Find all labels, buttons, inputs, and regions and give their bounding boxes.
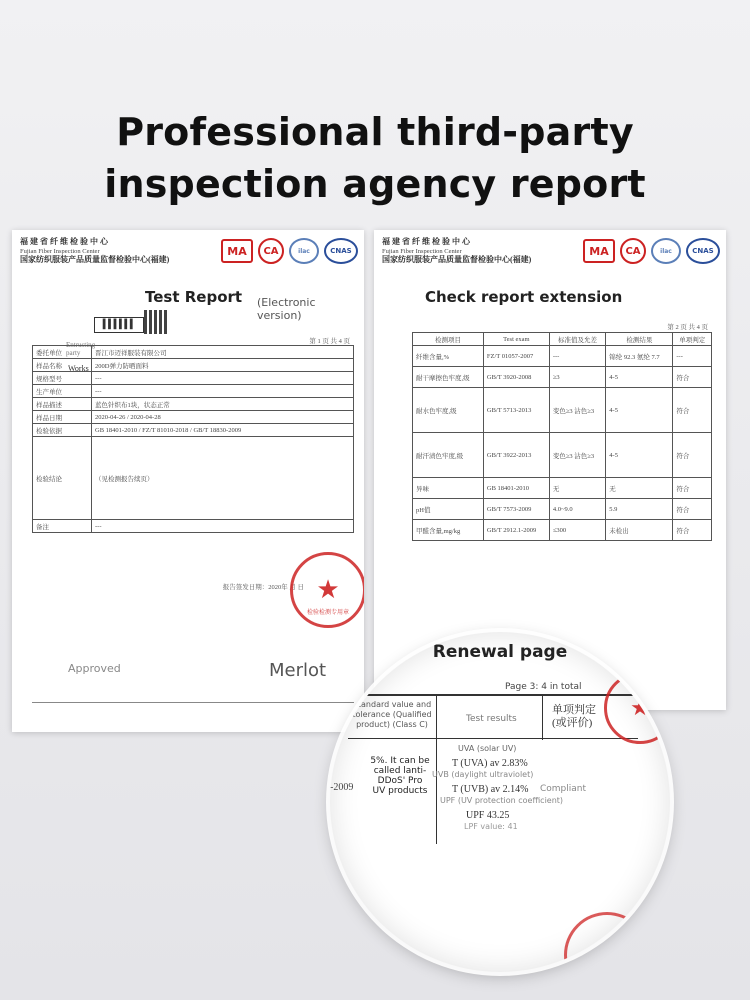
table-cell: 耐水色牢度,级 [413, 388, 484, 433]
field-value: --- [92, 372, 354, 385]
table-row [33, 398, 354, 411]
table-row [413, 346, 712, 367]
cma-logo-icon: MA [583, 239, 615, 263]
column-header: 标准值及允差 [549, 333, 605, 346]
column-header: 单项判定 [673, 333, 712, 346]
table-cell: 符合 [673, 433, 712, 478]
test-report-title: Test Report [145, 288, 243, 306]
table-row [413, 388, 712, 433]
table-row [413, 520, 712, 541]
table-cell: 无 [549, 478, 605, 499]
column-header: 检测结果 [606, 333, 673, 346]
org-name-cn: 福 建 省 纤 维 检 验 中 心 [382, 237, 470, 246]
cnas-logo-icon: CNAS [324, 238, 358, 264]
uv-claim-text: 5%. It can be called lanti-DDoS' Pro UV products [370, 756, 430, 796]
entrusting-party-label: Entrusting party [66, 341, 96, 357]
uva-value: T (UVA) av 2.83% [452, 758, 528, 769]
headline [0, 106, 750, 210]
headline-line-1: Professional third-party [116, 110, 634, 154]
table-cell: --- [673, 346, 712, 367]
table-cell: 甲醛含量,mg/kg [413, 520, 484, 541]
field-value: --- [92, 520, 354, 533]
works-label: Works [68, 364, 89, 373]
ilac-mra-logo-icon: ilac [651, 238, 681, 264]
electronic-version-label: (Electronic version) [257, 296, 316, 322]
uvb-label: UVB (daylight ultraviolet) [432, 770, 534, 779]
table-cell: 符合 [673, 499, 712, 520]
table-cell: GB/T 5713-2013 [483, 388, 549, 433]
org-name-cn-2: 国家纺织服装产品质量监督检验中心(福建) [382, 255, 532, 264]
field-label: 样品日期 [33, 411, 92, 424]
table-cell: GB/T 7573-2009 [483, 499, 549, 520]
field-value: 蓝色针织布1块，状态正常 [92, 398, 354, 411]
field-label: 备注 [33, 520, 92, 533]
table-row [413, 367, 712, 388]
table-cell: 5.9 [606, 499, 673, 520]
org-name-cn-2: 国家纺织服装产品质量监督检验中心(福建) [20, 255, 170, 264]
ilac-mra-logo-icon: ilac [289, 238, 319, 264]
table-row [33, 346, 354, 359]
extension-table [412, 332, 712, 541]
cert-logos [583, 238, 720, 264]
cma-logo-icon: MA [221, 239, 253, 263]
check-report-extension-title: Check report extension [425, 288, 623, 306]
signature-merlot: Merlot [269, 660, 327, 681]
table-row [33, 385, 354, 398]
table-cell: 符合 [673, 478, 712, 499]
field-value: GB 18401-2010 / FZ/T 81010-2018 / GB/T 18830-2009 [92, 424, 354, 437]
qr-code-icon [144, 310, 168, 334]
test-report-sheet [12, 230, 364, 732]
lpf-value: LPF value: 41 [464, 822, 518, 831]
field-label: 样品名称 [33, 359, 92, 372]
uva-label: UVA (solar UV) [458, 744, 517, 753]
table-row [33, 411, 354, 424]
table-cell: GB/T 2912.1-2009 [483, 520, 549, 541]
table-cell: 纤维含量,% [413, 346, 484, 367]
table-cell: 4-5 [606, 433, 673, 478]
headline-line-2: inspection agency report [104, 162, 646, 206]
table-cell: 4-5 [606, 388, 673, 433]
page-number: 第 1 页 共 4 页 [309, 338, 350, 345]
ca-logo-icon: CA [620, 238, 646, 264]
table-cell: ≤300 [549, 520, 605, 541]
org-header [20, 238, 180, 266]
table-cell: 4-5 [606, 367, 673, 388]
table-cell: GB/T 3922-2013 [483, 433, 549, 478]
table-cell: 锦纶 92.3 氨纶 7.7 [606, 346, 673, 367]
table-cell: 异味 [413, 478, 484, 499]
org-name-cn: 福 建 省 纤 维 检 验 中 心 [20, 237, 108, 246]
table-row [33, 520, 354, 533]
field-label: 检验结论 [33, 437, 92, 520]
table-row [413, 499, 712, 520]
table-cell: 符合 [673, 367, 712, 388]
table-cell: FZ/T 01057-2007 [483, 346, 549, 367]
field-label: 生产单位 [33, 385, 92, 398]
table-cell: 耐干摩擦色牢度,级 [413, 367, 484, 388]
header-rule [348, 738, 638, 739]
field-value: --- [92, 385, 354, 398]
renewal-page-title: Renewal page [432, 642, 568, 662]
ca-logo-icon: CA [258, 238, 284, 264]
issue-date: 报告签发日期：2020年 月 日 [222, 584, 304, 591]
table-cell: GB/T 3920-2008 [483, 367, 549, 388]
field-label: 检验依据 [33, 424, 92, 437]
table-cell: 变色≥3 沾色≥3 [549, 433, 605, 478]
col-standard-header: Standard value and tolerance (Qualified product) (Class C) [352, 700, 432, 729]
field-value: （见检测报告续页） [92, 437, 354, 520]
table-row [33, 359, 354, 372]
col-results-header: Test results [466, 714, 517, 724]
field-label: 样品描述 [33, 398, 92, 411]
table-cell: 无 [606, 478, 673, 499]
upf-label: UPF (UV protection coefficient) [440, 796, 564, 805]
table-row [33, 424, 354, 437]
table-cell: ≥3 [549, 367, 605, 388]
renewal-page-magnifier [330, 632, 670, 972]
table-cell: pH值 [413, 499, 484, 520]
column-header: Test exam [483, 333, 549, 346]
table-cell: 未检出 [606, 520, 673, 541]
field-label: 规格型号 [33, 372, 92, 385]
table-cell: 变色≥3 沾色≥3 [549, 388, 605, 433]
table-cell: 符合 [673, 388, 712, 433]
inspection-seal: ★ [604, 672, 670, 744]
field-value: 200D弹力防晒面料 [92, 359, 354, 372]
page-number: 第 2 页 共 4 页 [667, 324, 708, 331]
upf-value: UPF 43.25 [466, 810, 510, 821]
field-value: 2020-04-26 / 2020-04-28 [92, 411, 354, 424]
table-cell: --- [549, 346, 605, 367]
table-top-rule [348, 694, 638, 696]
field-value: 晋江市迈祥服装有限公司 [92, 346, 354, 359]
org-header [382, 238, 542, 266]
col-divider-2 [542, 694, 543, 740]
table-row [413, 433, 712, 478]
table-row [33, 437, 354, 520]
renewal-page-number: Page 3: 4 in total [505, 682, 582, 692]
inspection-seal-partial [564, 912, 650, 972]
footer-divider [32, 702, 354, 703]
compliant-label: Compliant [540, 784, 587, 794]
check-report-extension-sheet [374, 230, 726, 710]
field-label: 委托单位 [33, 346, 92, 359]
standard-code: -2009 [330, 782, 354, 793]
org-name-en: Fujian Fiber Inspection Center [20, 247, 100, 255]
org-name-en: Fujian Fiber Inspection Center [382, 247, 462, 255]
col-judgement-header: 单项判定 (或评价) [552, 704, 596, 729]
table-cell: 符合 [673, 520, 712, 541]
table-row [413, 478, 712, 499]
approved-label: Approved [68, 662, 121, 675]
barcode-icon: ▌▌▌▌▌▌ [94, 317, 144, 333]
cert-logos [221, 238, 358, 264]
table-cell: 耐汗渍色牢度,级 [413, 433, 484, 478]
table-cell: 4.0~9.0 [549, 499, 605, 520]
column-header: 检测项目 [413, 333, 484, 346]
inspection-seal: ★ 检验检测专用章 [290, 552, 364, 628]
table-row [33, 372, 354, 385]
table-cell: GB 18401-2010 [483, 478, 549, 499]
uvb-value: T (UVB) av 2.14% [452, 784, 529, 795]
cnas-logo-icon: CNAS [686, 238, 720, 264]
col-divider-1 [436, 694, 437, 844]
report-form-table [32, 345, 354, 533]
